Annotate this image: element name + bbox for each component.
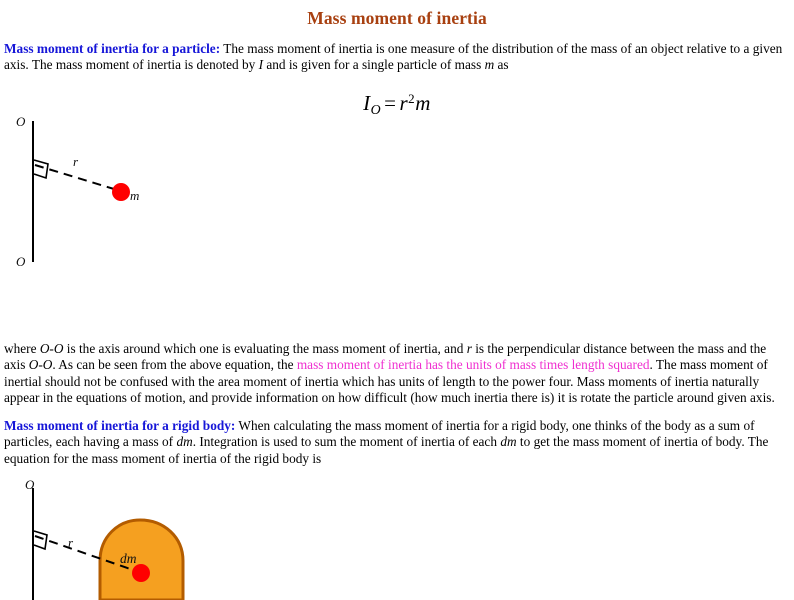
section-rigid-body-heading: Mass moment of inertia for a rigid body: — [4, 418, 236, 433]
equation-lhs-symbol: I — [363, 91, 371, 115]
mass-element-label: dm — [120, 551, 137, 566]
equation-rhs-exponent: 2 — [408, 90, 416, 106]
equation-lhs-subscript: O — [370, 101, 382, 117]
particle-inertia-figure — [0, 110, 260, 295]
symbol-dm-first: dm — [176, 434, 193, 450]
axis-name-first: O-O — [39, 341, 64, 356]
highlighted-units-text: mass moment of inertia has the units of mass times length squared — [296, 357, 650, 373]
right-angle-marker-icon — [34, 160, 48, 178]
equation-rhs-variable: r — [399, 91, 409, 115]
where-text-3: is the perpendicular distance between the mass and the axis — [4, 341, 767, 373]
page-title: Mass moment of inertia — [307, 8, 487, 28]
section-particle-body-2: and is given for a single particle of mass — [263, 57, 485, 73]
radius-label: r — [73, 154, 79, 169]
radius-label: r — [68, 535, 74, 550]
symbol-dm-second: dm — [500, 434, 517, 450]
rigid-body-shape — [100, 520, 183, 600]
where-text-4: . As can be seen from the above equation, the — [52, 357, 297, 373]
section-particle-body-3: as — [494, 57, 509, 73]
where-text-2: is the axis around which one is evaluating the mass moment of inertia, and — [63, 341, 467, 356]
mass-label: m — [130, 188, 140, 203]
symbol-m: m — [484, 57, 495, 73]
paragraph-axis-explanation — [4, 341, 790, 406]
equation-rhs-mass: m — [415, 91, 431, 115]
axis-name-second: O-O — [28, 357, 53, 373]
section-rigid-body-paragraph — [4, 418, 790, 467]
rigid-body-diagram-svg — [0, 475, 260, 600]
equation-operator: = — [384, 91, 397, 115]
point-mass-marker — [112, 183, 130, 201]
section-rigid-body-body-2: . Integration is used to sum the moment of inertia of each — [192, 434, 501, 450]
section-particle-heading: Mass moment of inertia for a particle: — [4, 41, 221, 56]
axis-label-top: O — [25, 477, 35, 492]
axis-label-top: O — [16, 114, 26, 129]
section-rigid-body-body-3: to get the mass moment of inertia of body. The equation for the mass moment of inertia of the rigid body is — [4, 434, 769, 466]
section-rigid-body-body-1: When calculating the mass moment of inertia for a rigid body, one thinks of the body as a sum of particles, each having a mass of — [4, 418, 755, 450]
symbol-I: I — [258, 57, 264, 73]
right-angle-marker-icon — [34, 531, 47, 549]
symbol-r-inline: r — [466, 341, 472, 356]
where-text-1: where — [4, 341, 40, 356]
section-particle-paragraph — [4, 41, 790, 74]
where-text-5: . The mass moment of inertial should not be confused with the area moment of inertia which has units of length to the power four. Mass moments of inertia naturally appear in the equations of motion, and provide information on how difficult (how much inertia there is) it is rotate the particle around given axis. — [4, 357, 775, 405]
rigid-body-inertia-figure — [0, 475, 260, 600]
section-particle-body-1: The mass moment of inertia is one measure of the distribution of the mass of an object relative to a given axis. The mass moment of inertia is denoted by — [4, 41, 783, 73]
axis-label-bottom: O — [16, 254, 26, 269]
